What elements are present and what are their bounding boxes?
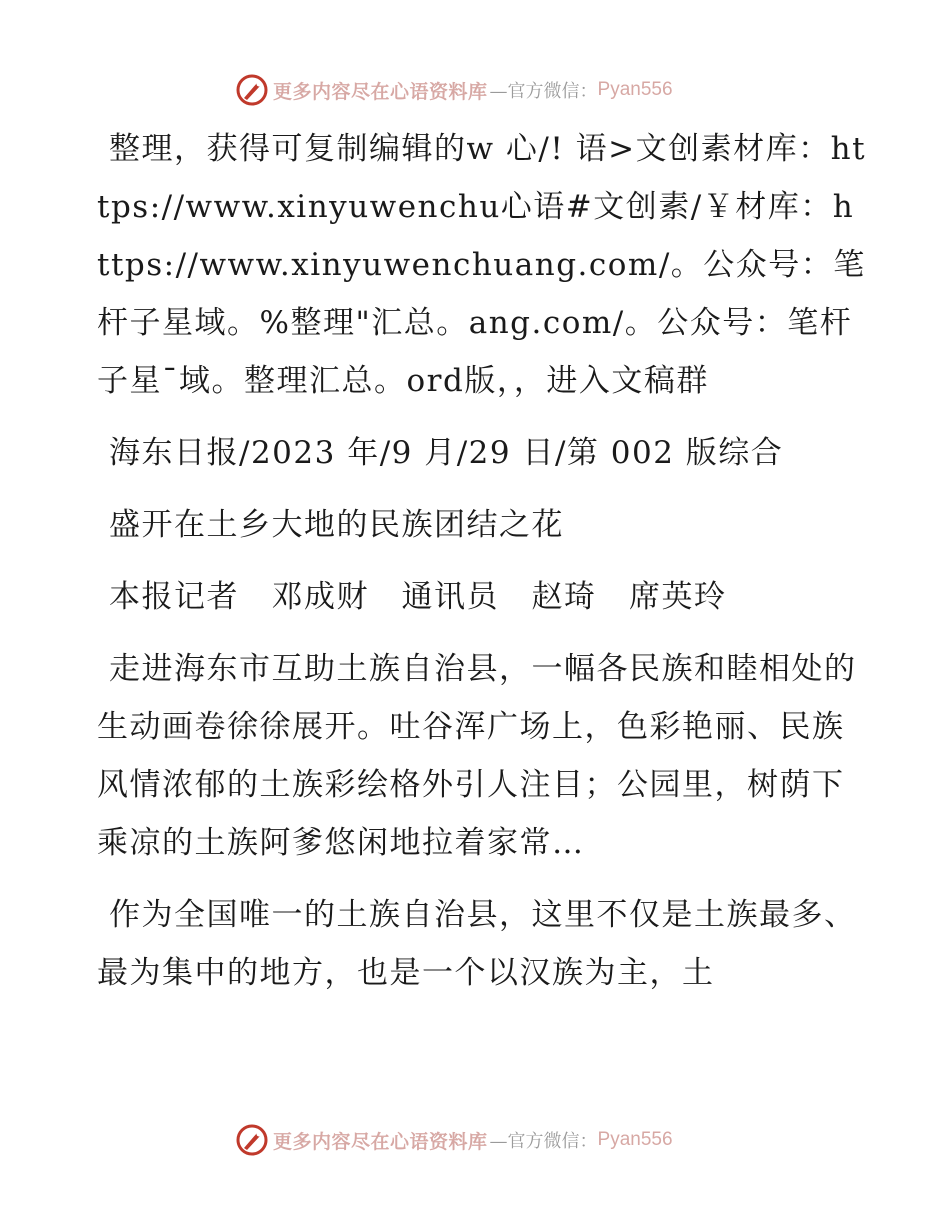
- dateline: 海东日报/2023 年/9 月/29 日/第 002 版综合: [109, 435, 784, 471]
- document-body: [97, 120, 867, 1002]
- watermark-footer: [235, 1122, 673, 1158]
- watermark-id: Pyan556: [597, 1129, 673, 1150]
- watermark-id: Pyan556: [597, 79, 673, 100]
- watermark-title: 更多内容尽在心语资料库: [273, 80, 488, 103]
- body-paragraph: 走进海东市互助土族自治县，一幅各民族和睦相处的生动画卷徐徐展开。吐谷浑广场上，色彩艳丽、民族风情浓郁的土族彩绘格外引人注目；公园里，树荫下乘凉的土族阿爹悠闲地拉着家常…: [97, 651, 857, 861]
- body-paragraph: 作为全国唯一的土族自治县，这里不仅是土族最多、最为集中的地方，也是一个以汉族为主，土: [97, 897, 857, 991]
- watermark-subtitle: —官方微信：: [489, 81, 598, 102]
- intro-paragraph: 整理，获得可复制编辑的w 心/! 语>文创素材库：https://www.xinyuwenchu心语#文创素/￥材库：https://www.xinyuwenchuang.com/。公众号：笔杆子星域。%整理"汇总。ang.com/。公众号：笔杆子星¯域。整理汇总。ord版，，进入文稿群: [97, 131, 867, 399]
- watermark-title: 更多内容尽在心语资料库: [273, 1130, 488, 1153]
- pen-logo-icon: [235, 73, 269, 107]
- headline: 盛开在土乡大地的民族团结之花: [109, 507, 564, 543]
- pen-logo-icon: [235, 1123, 269, 1157]
- byline: 本报记者 邓成财 通讯员 赵琦 席英玲: [109, 579, 727, 615]
- watermark-header: [235, 72, 673, 108]
- watermark-subtitle: —官方微信：: [489, 1131, 598, 1152]
